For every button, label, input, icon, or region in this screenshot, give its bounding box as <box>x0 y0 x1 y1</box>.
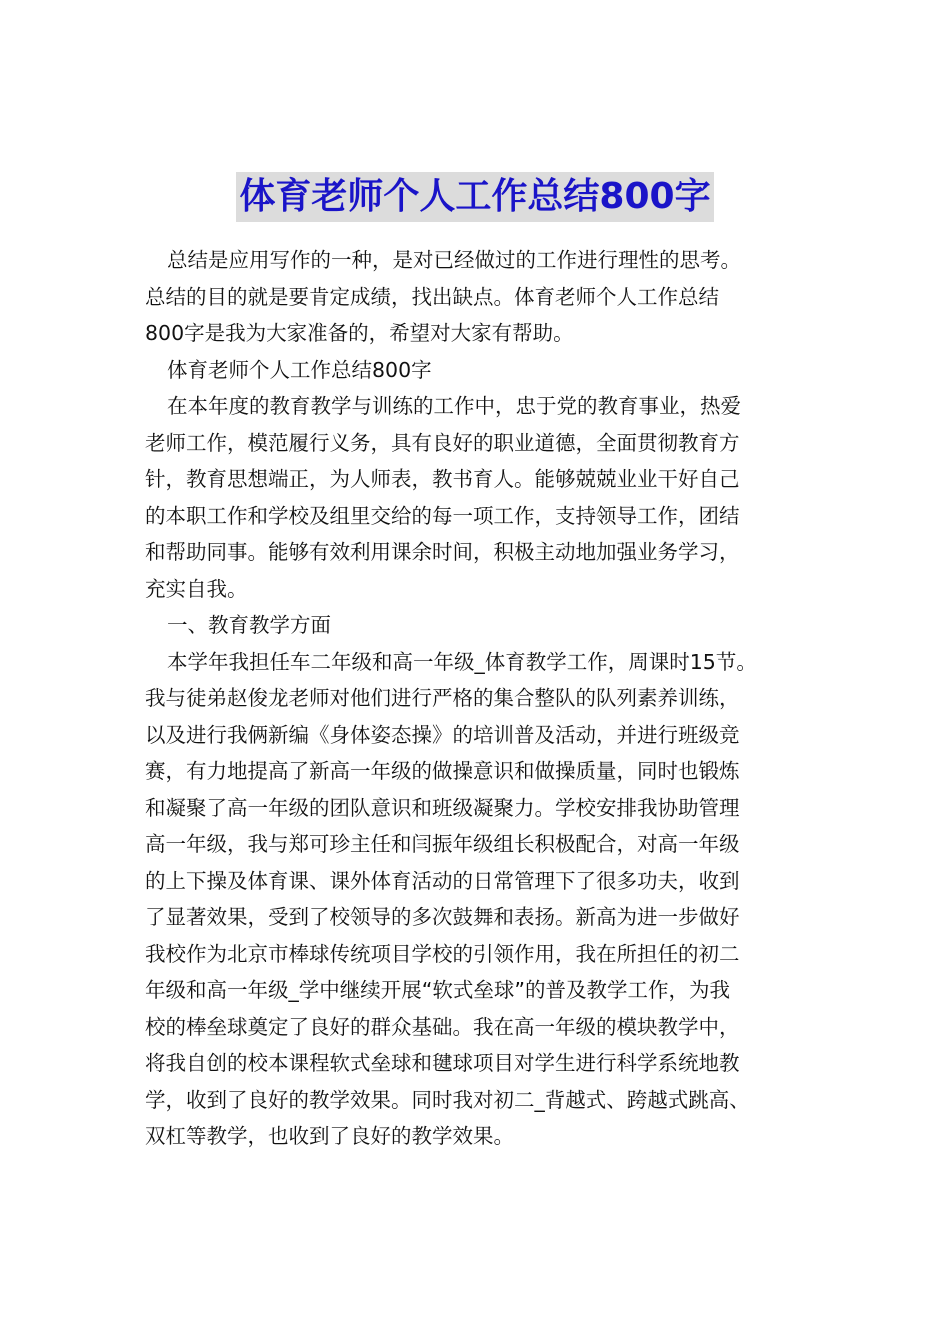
text-line: 赛，有力地提高了新高一年级的做操意识和做操质量，同时也锻炼 <box>145 759 740 783</box>
text-line: 我与徒弟赵俊龙老师对他们进行严格的集合整队的队列素养训练， <box>145 686 740 710</box>
text-line: 针，教育思想端正，为人师表，教书育人。能够兢兢业业干好自己 <box>145 467 740 491</box>
text-line: 在本年度的教育教学与训练的工作中，忠于党的教育事业，热爱 <box>167 394 741 418</box>
text-line: 的上下操及体育课、课外体育活动的日常管理下了很多功夫，收到 <box>145 868 740 893</box>
text-line: 体育老师个人工作总结800字 <box>167 357 432 382</box>
text-line: 了显著效果，受到了校领导的多次鼓舞和表扬。新高为进一步做好 <box>145 905 740 929</box>
section-heading <box>145 607 825 644</box>
text-line: 的本职工作和学校及组里交给的每一项工作，支持领导工作，团结 <box>145 503 740 528</box>
text-line: 双杠等教学，也收到了良好的教学效果。 <box>145 1124 514 1148</box>
paragraph-overview <box>145 388 825 607</box>
paragraph-intro <box>145 242 825 352</box>
text-line: 总结的目的就是要肯定成绩，找出缺点。体育老师个人工作总结 <box>145 284 719 309</box>
text-line: 年级和高一年级_学中继续开展“软式垒球”的普及教学工作，为我 <box>145 978 730 1002</box>
text-line: 高一年级，我与郑可珍主任和闫振年级组长积极配合，对高一年级 <box>145 832 740 856</box>
text-line: 一、教育教学方面 <box>167 613 331 637</box>
text-line: 本学年我担任车二年级和高一年级_体育教学工作，周课时15节。 <box>167 649 757 674</box>
text-line: 以及进行我俩新编《身体姿态操》的培训普及活动，并进行班级竞 <box>145 722 740 747</box>
paragraph-teaching <box>145 644 825 1155</box>
text-line: 和帮助同事。能够有效利用课余时间，积极主动地加强业务学习， <box>145 540 740 564</box>
title-container <box>0 172 950 222</box>
text-line: 充实自我。 <box>145 576 248 601</box>
text-line: 我校作为北京市棒球传统项目学校的引领作用，我在所担任的初二 <box>145 941 740 966</box>
text-line: 800字是我为大家准备的，希望对大家有帮助。 <box>145 321 574 345</box>
text-line: 和凝聚了高一年级的团队意识和班级凝聚力。学校安排我协助管理 <box>145 795 740 820</box>
text-line: 校的棒垒球奠定了良好的群众基础。我在高一年级的模块教学中， <box>145 1014 740 1039</box>
text-line: 总结是应用写作的一种，是对已经做过的工作进行理性的思考。 <box>167 248 741 272</box>
document-title: 体育老师个人工作总结800字 <box>236 172 713 222</box>
text-line: 学，收到了良好的教学效果。同时我对初二_背越式、跨越式跳高、 <box>145 1087 750 1112</box>
document-body <box>145 242 825 1155</box>
paragraph-subtitle <box>145 352 825 389</box>
text-line: 老师工作，模范履行义务，具有良好的职业道德，全面贯彻教育方 <box>145 430 740 455</box>
text-line: 将我自创的校本课程软式垒球和毽球项目对学生进行科学系统地教 <box>145 1051 740 1075</box>
